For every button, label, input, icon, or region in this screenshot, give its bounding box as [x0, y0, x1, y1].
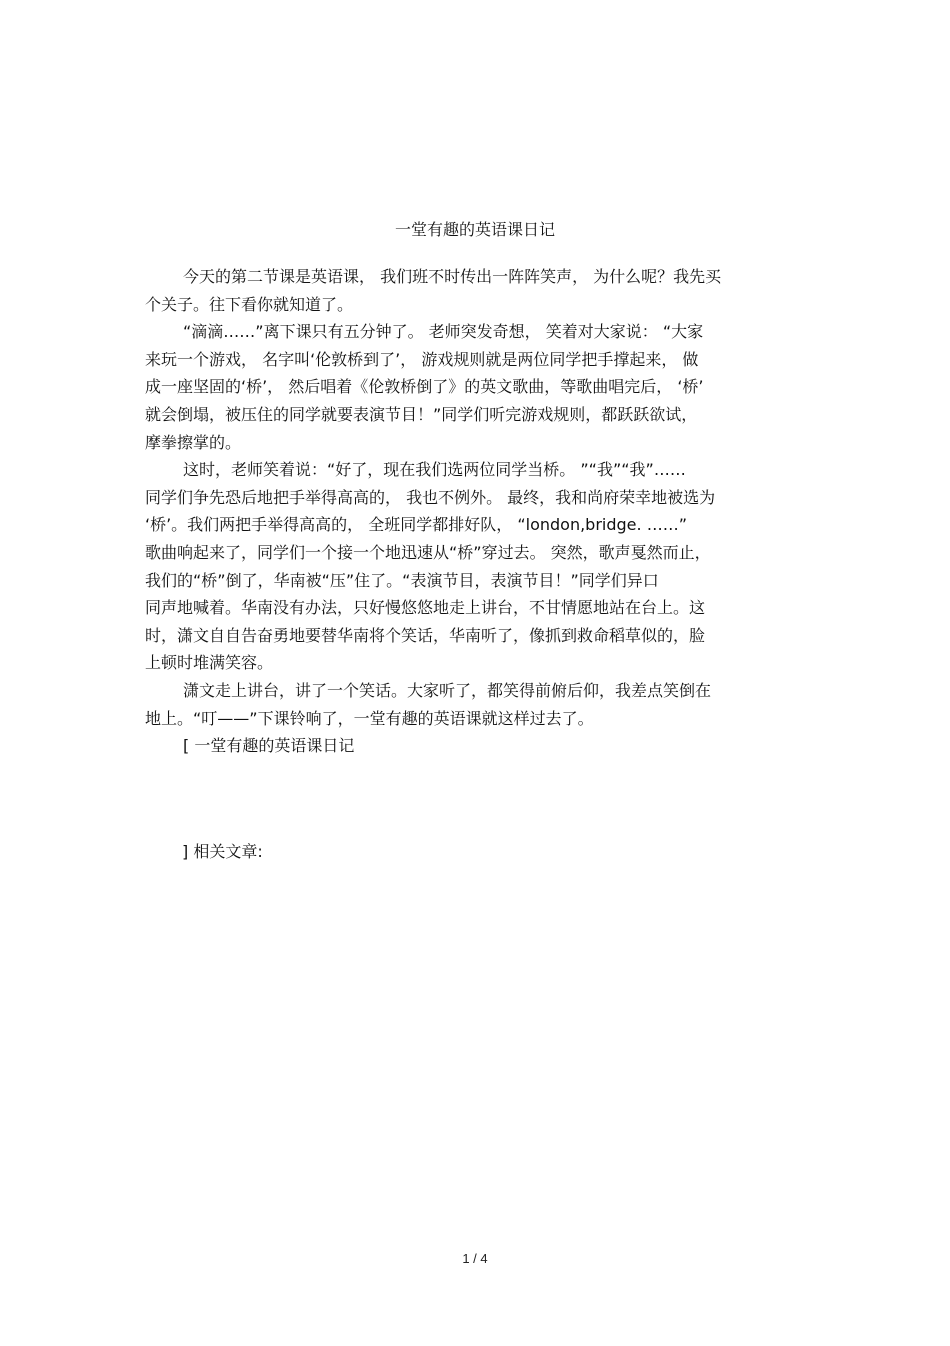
paragraph-3	[145, 456, 805, 677]
paragraph-line: 同学们争先恐后地把手举得高高的， 我也不例外。 最终，我和尚府荣幸地被选为	[145, 487, 716, 507]
related-articles-label: ] 相关文章:	[182, 842, 263, 861]
paragraph-line: 这时，老师笑着说：“好了，现在我们选两位同学当桥。 ”“我”“我”……	[183, 460, 686, 480]
paragraph-line: ‘桥’。我们两把手举得高高的， 全班同学都排好队， “london,bridge. ……”	[145, 515, 687, 535]
paragraph-1	[145, 263, 805, 318]
paragraph-line: “滴滴……”离下课只有五分钟了。 老师突发奇想， 笑着对大家说： “大家	[183, 322, 704, 342]
article-title-bracket-open: [ 一堂有趣的英语课日记	[183, 736, 355, 756]
paragraph-line: 我们的“桥”倒了，华南被“压”住了。“表演节目，表演节目！”同学们异口	[145, 570, 659, 590]
paragraph-2	[145, 318, 805, 456]
paragraph-line: 今天的第二节课是英语课， 我们班不时传出一阵阵笑声， 为什么呢？我先买	[183, 267, 722, 286]
paragraph-line: 同声地喊着。华南没有办法，只好慢悠悠地走上讲台，不甘情愿地站在台上。这	[145, 598, 706, 618]
page-title: 一堂有趣的英语课日记	[394, 220, 555, 239]
page-number: 1 / 4	[462, 1251, 488, 1266]
paragraph-4	[145, 677, 805, 732]
paragraph-line: 地上。“叮——”下课铃响了，一堂有趣的英语课就这样过去了。	[145, 708, 594, 728]
paragraph-line: 摩拳擦掌的。	[145, 432, 242, 452]
paragraph-line: 就会倒塌，被压住的同学就要表演节目！”同学们听完游戏规则，都跃跃欲试，	[145, 404, 698, 424]
paragraph-line: 成一座坚固的‘桥’， 然后唱着《伦敦桥倒了》的英文歌曲，等歌曲唱完后， ‘桥’	[145, 377, 704, 397]
document-body	[145, 263, 805, 760]
paragraph-line: 来玩一个游戏， 名字叫‘伦敦桥到了’， 游戏规则就是两位同学把手撑起来， 做	[145, 349, 699, 369]
paragraph-line: 潇文走上讲台，讲了一个笑话。大家听了，都笑得前俯后仰，我差点笑倒在	[183, 680, 712, 700]
paragraph-line: 时，潇文自自告奋勇地要替华南将个笑话，华南听了，像抓到救命稻草似的，脸	[145, 625, 706, 645]
paragraph-line: 个关子。往下看你就知道了。	[145, 294, 354, 314]
paragraph-line: 歌曲响起来了，同学们一个接一个地迅速从“桥”穿过去。 突然，歌声戛然而止，	[145, 542, 711, 562]
paragraph-line: 上顿时堆满笑容。	[145, 653, 274, 673]
paragraph-5	[145, 732, 805, 760]
